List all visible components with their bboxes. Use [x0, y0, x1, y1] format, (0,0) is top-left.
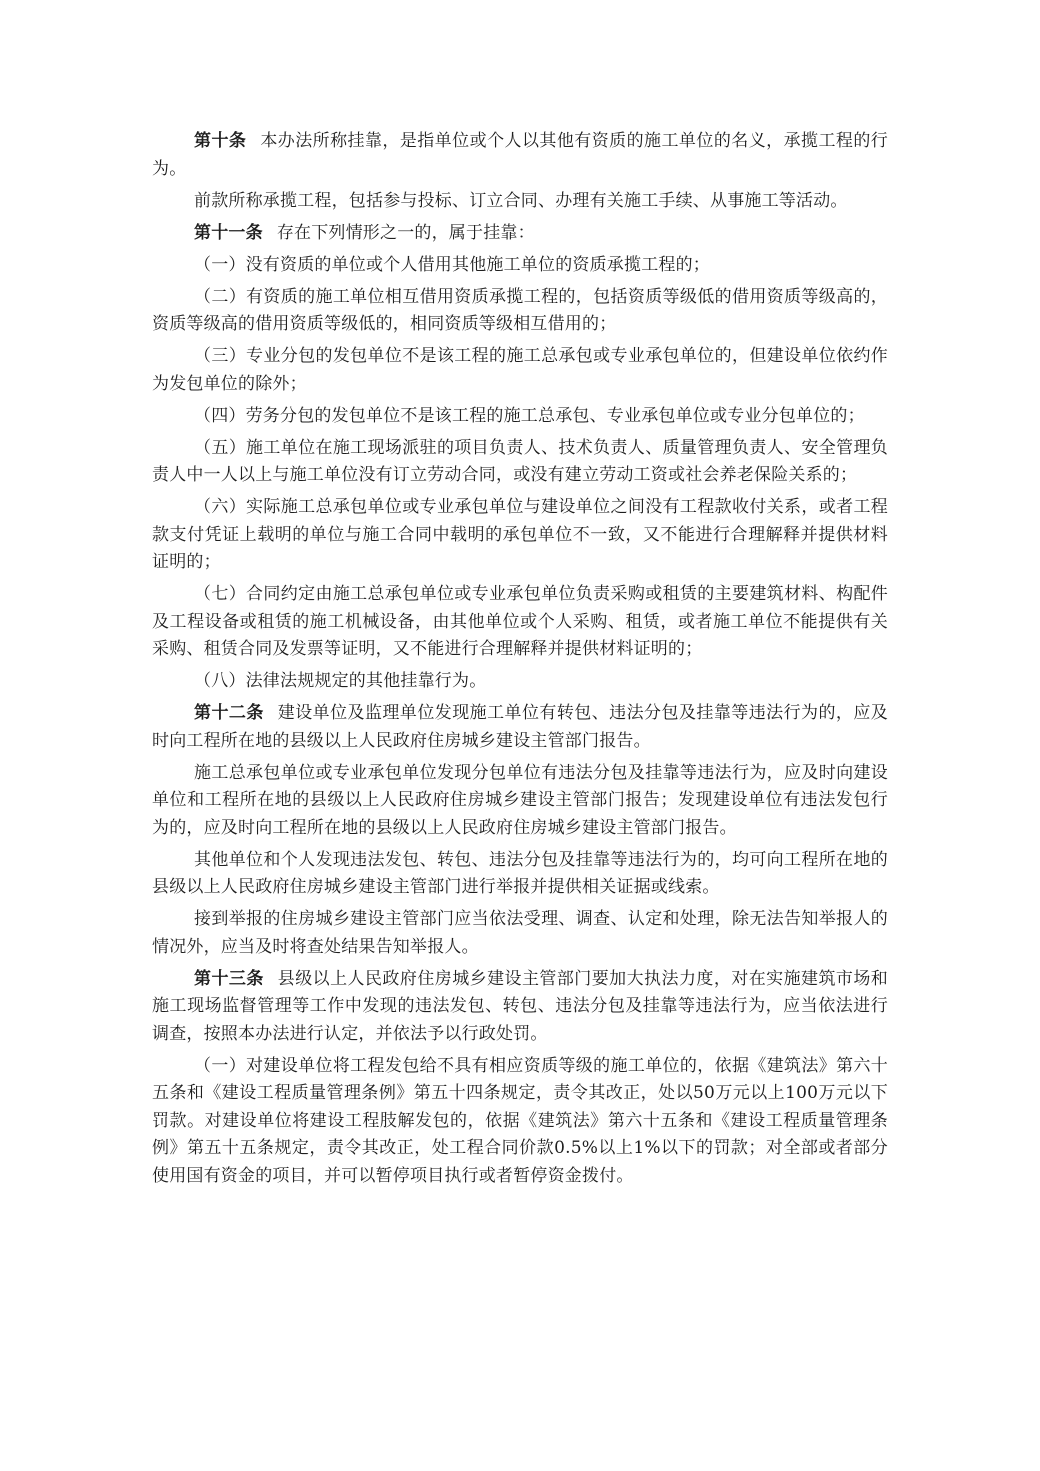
paragraph [152, 700, 888, 755]
paragraph [152, 906, 888, 961]
paragraph-text: （三）专业分包的发包单位不是该工程的施工总承包或专业承包单位的，但建设单位依约作为发包单位的除外； [152, 346, 888, 394]
paragraph [152, 284, 888, 339]
paragraph-text: 接到举报的住房城乡建设主管部门应当依法受理、调查、认定和处理，除无法告知举报人的情况外，应当及时将查处结果告知举报人。 [152, 909, 888, 957]
paragraph [152, 581, 888, 664]
paragraph [152, 668, 888, 696]
paragraph-text: 存在下列情形之一的，属于挂靠： [276, 222, 535, 243]
article-heading: 第十一条 [194, 222, 263, 243]
document-body [152, 128, 888, 1195]
paragraph-text: （一）没有资质的单位或个人借用其他施工单位的资质承揽工程的； [194, 254, 710, 275]
paragraph [152, 128, 888, 183]
paragraph [152, 343, 888, 398]
paragraph [152, 847, 888, 902]
paragraph-text: （二）有资质的施工单位相互借用资质承揽工程的，包括资质等级低的借用资质等级高的，资质等级高的借用资质等级低的，相同资质等级相互借用的； [152, 286, 888, 334]
paragraph [152, 435, 888, 490]
paragraph-text: （一）对建设单位将工程发包给不具有相应资质等级的施工单位的，依据《建筑法》第六十五条和《建设工程质量管理条例》第五十四条规定，责令其改正，处以50万元以上100万元以下罚款。对建设单位将建设工程肢解发包的，依据《建筑法》第六十五条和《建设工程质量管理条例》第五十五条规定，责令其改正，处工程合同价款0.5%以上1%以下的罚款；对全部或者部分使用国有资金的项目，并可以暂停项目执行或者暂停资金拨付。 [152, 1055, 888, 1186]
paragraph [152, 403, 888, 431]
paragraph-text: （八）法律法规规定的其他挂靠行为。 [194, 671, 487, 691]
paragraph [152, 494, 888, 577]
paragraph [152, 1053, 888, 1191]
article-heading: 第十三条 [194, 968, 264, 989]
article-heading: 第十条 [194, 131, 247, 151]
paragraph [152, 220, 888, 248]
paragraph-text: （五）施工单位在施工现场派驻的项目负责人、技术负责人、质量管理负责人、安全管理负责人中一人以上与施工单位没有订立劳动合同，或没有建立劳动工资或社会养老保险关系的； [152, 437, 888, 485]
paragraph-text: 施工总承包单位或专业承包单位发现分包单位有违法分包及挂靠等违法行为，应及时向建设单位和工程所在地的县级以上人民政府住房城乡建设主管部门报告；发现建设单位有违法发包行为的，应及时向工程所在地的县级以上人民政府住房城乡建设主管部门报告。 [152, 762, 888, 838]
paragraph-text: 县级以上人民政府住房城乡建设主管部门要加大执法力度，对在实施建筑市场和施工现场监督管理等工作中发现的违法发包、转包、违法分包及挂靠等违法行为，应当依法进行调查，按照本办法进行认定，并依法予以行政处罚。 [152, 968, 888, 1044]
paragraph-text: 建设单位及监理单位发现施工单位有转包、违法分包及挂靠等违法行为的，应及时向工程所在地的县级以上人民政府住房城乡建设主管部门报告。 [152, 703, 888, 751]
paragraph [152, 966, 888, 1049]
paragraph [152, 252, 888, 280]
paragraph [152, 188, 888, 216]
paragraph-text: 前款所称承揽工程，包括参与投标、订立合同、办理有关施工手续、从事施工等活动。 [194, 190, 848, 211]
paragraph-text: 本办法所称挂靠，是指单位或个人以其他有资质的施工单位的名义，承揽工程的行为。 [152, 131, 888, 179]
paragraph-text: （七）合同约定由施工总承包单位或专业承包单位负责采购或租赁的主要建筑材料、构配件及工程设备或租赁的施工机械设备，由其他单位或个人采购、租赁，或者施工单位不能提供有关采购、租赁合同及发票等证明，又不能进行合理解释并提供材料证明的； [152, 584, 888, 659]
article-heading: 第十二条 [194, 703, 264, 723]
paragraph-text: 其他单位和个人发现违法发包、转包、违法分包及挂靠等违法行为的，均可向工程所在地的县级以上人民政府住房城乡建设主管部门进行举报并提供相关证据或线索。 [152, 849, 888, 897]
paragraph [152, 760, 888, 843]
paragraph-text: （四）劳务分包的发包单位不是该工程的施工总承包、专业承包单位或专业分包单位的； [194, 405, 865, 426]
paragraph-text: （六）实际施工总承包单位或专业承包单位与建设单位之间没有工程款收付关系，或者工程款支付凭证上载明的单位与施工合同中载明的承包单位不一致，又不能进行合理解释并提供材料证明的； [152, 497, 888, 572]
